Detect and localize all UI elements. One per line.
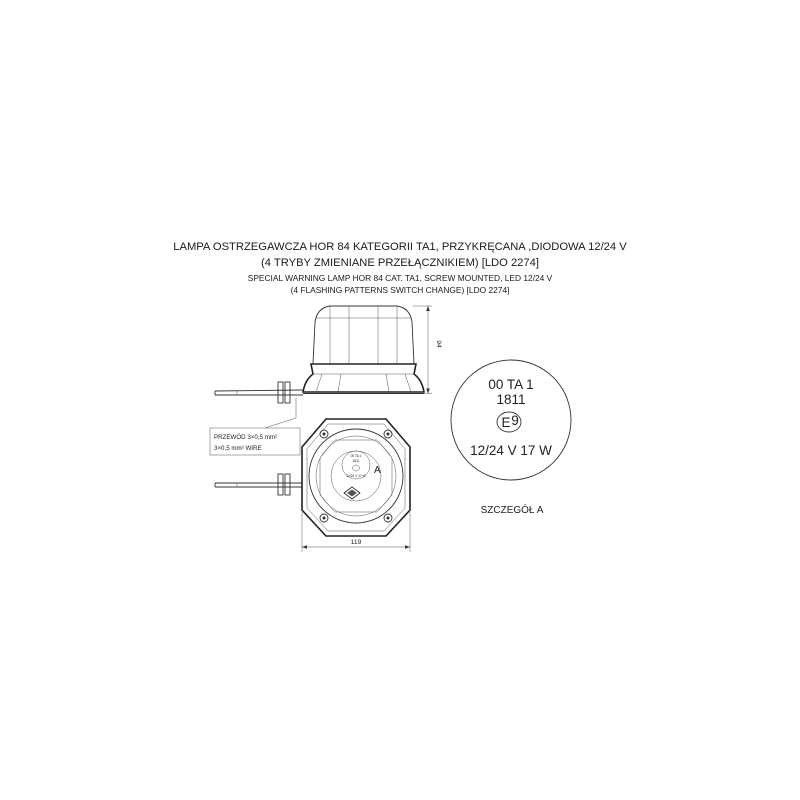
title-pl-line1: LAMPA OSTRZEGAWCZA HOR 84 KATEGORII TA1, PRZYKRĘCANA ,DIODOWA 12/24 V bbox=[173, 241, 627, 253]
detail-caption: SZCZEGÓŁ A bbox=[480, 505, 544, 516]
title-pl-line2: (4 TRYBY ZMIENIANE PRZEŁĄCZNIKIEM) [LDO 2274] bbox=[261, 257, 539, 269]
lamp-top-view bbox=[302, 419, 410, 536]
title-en-line1: SPECIAL WARNING LAMP HOR 84 CAT. TA1, SCREW MOUNTED, LED 12/24 V bbox=[247, 273, 553, 283]
detail-line4: 12/24 V 17 W bbox=[470, 443, 552, 458]
top-view-label-line3: 12/24 V 17 W bbox=[346, 474, 366, 478]
detail-line1: 00 TA 1 bbox=[488, 377, 534, 392]
detail-line2: 1811 bbox=[496, 392, 526, 407]
top-view-label-line1: 00 TA 1 bbox=[350, 454, 362, 458]
height-dimension bbox=[413, 306, 442, 394]
top-view-label-line2: 1811 bbox=[352, 459, 360, 463]
detail-a-marker: A bbox=[374, 465, 381, 476]
detail-a bbox=[451, 360, 571, 480]
wire-leader-line bbox=[265, 398, 296, 428]
title-en-line2: (4 FLASHING PATTERNS SWITCH CHANGE) [LDO 2274] bbox=[290, 285, 510, 295]
lamp-dome bbox=[313, 306, 414, 364]
cable-lower bbox=[215, 474, 302, 495]
height-dimension-value: 94 bbox=[435, 340, 442, 348]
approval-mark-number: 9 bbox=[511, 413, 519, 428]
lamp-base bbox=[303, 364, 424, 392]
approval-mark-letter: E bbox=[501, 415, 511, 430]
wire-label-en: 3×0,5 mm² WIRE bbox=[214, 445, 262, 452]
wire-label-pl: PRZEWÓD 3×0,5 mm² bbox=[214, 434, 278, 441]
wire-label-box bbox=[210, 428, 300, 455]
width-dimension bbox=[302, 512, 410, 552]
lamp-side-view bbox=[303, 306, 424, 394]
manufacturer-logo-icon bbox=[344, 487, 360, 499]
width-dimension-value: 119 bbox=[350, 539, 362, 546]
cable-upper bbox=[215, 382, 303, 403]
